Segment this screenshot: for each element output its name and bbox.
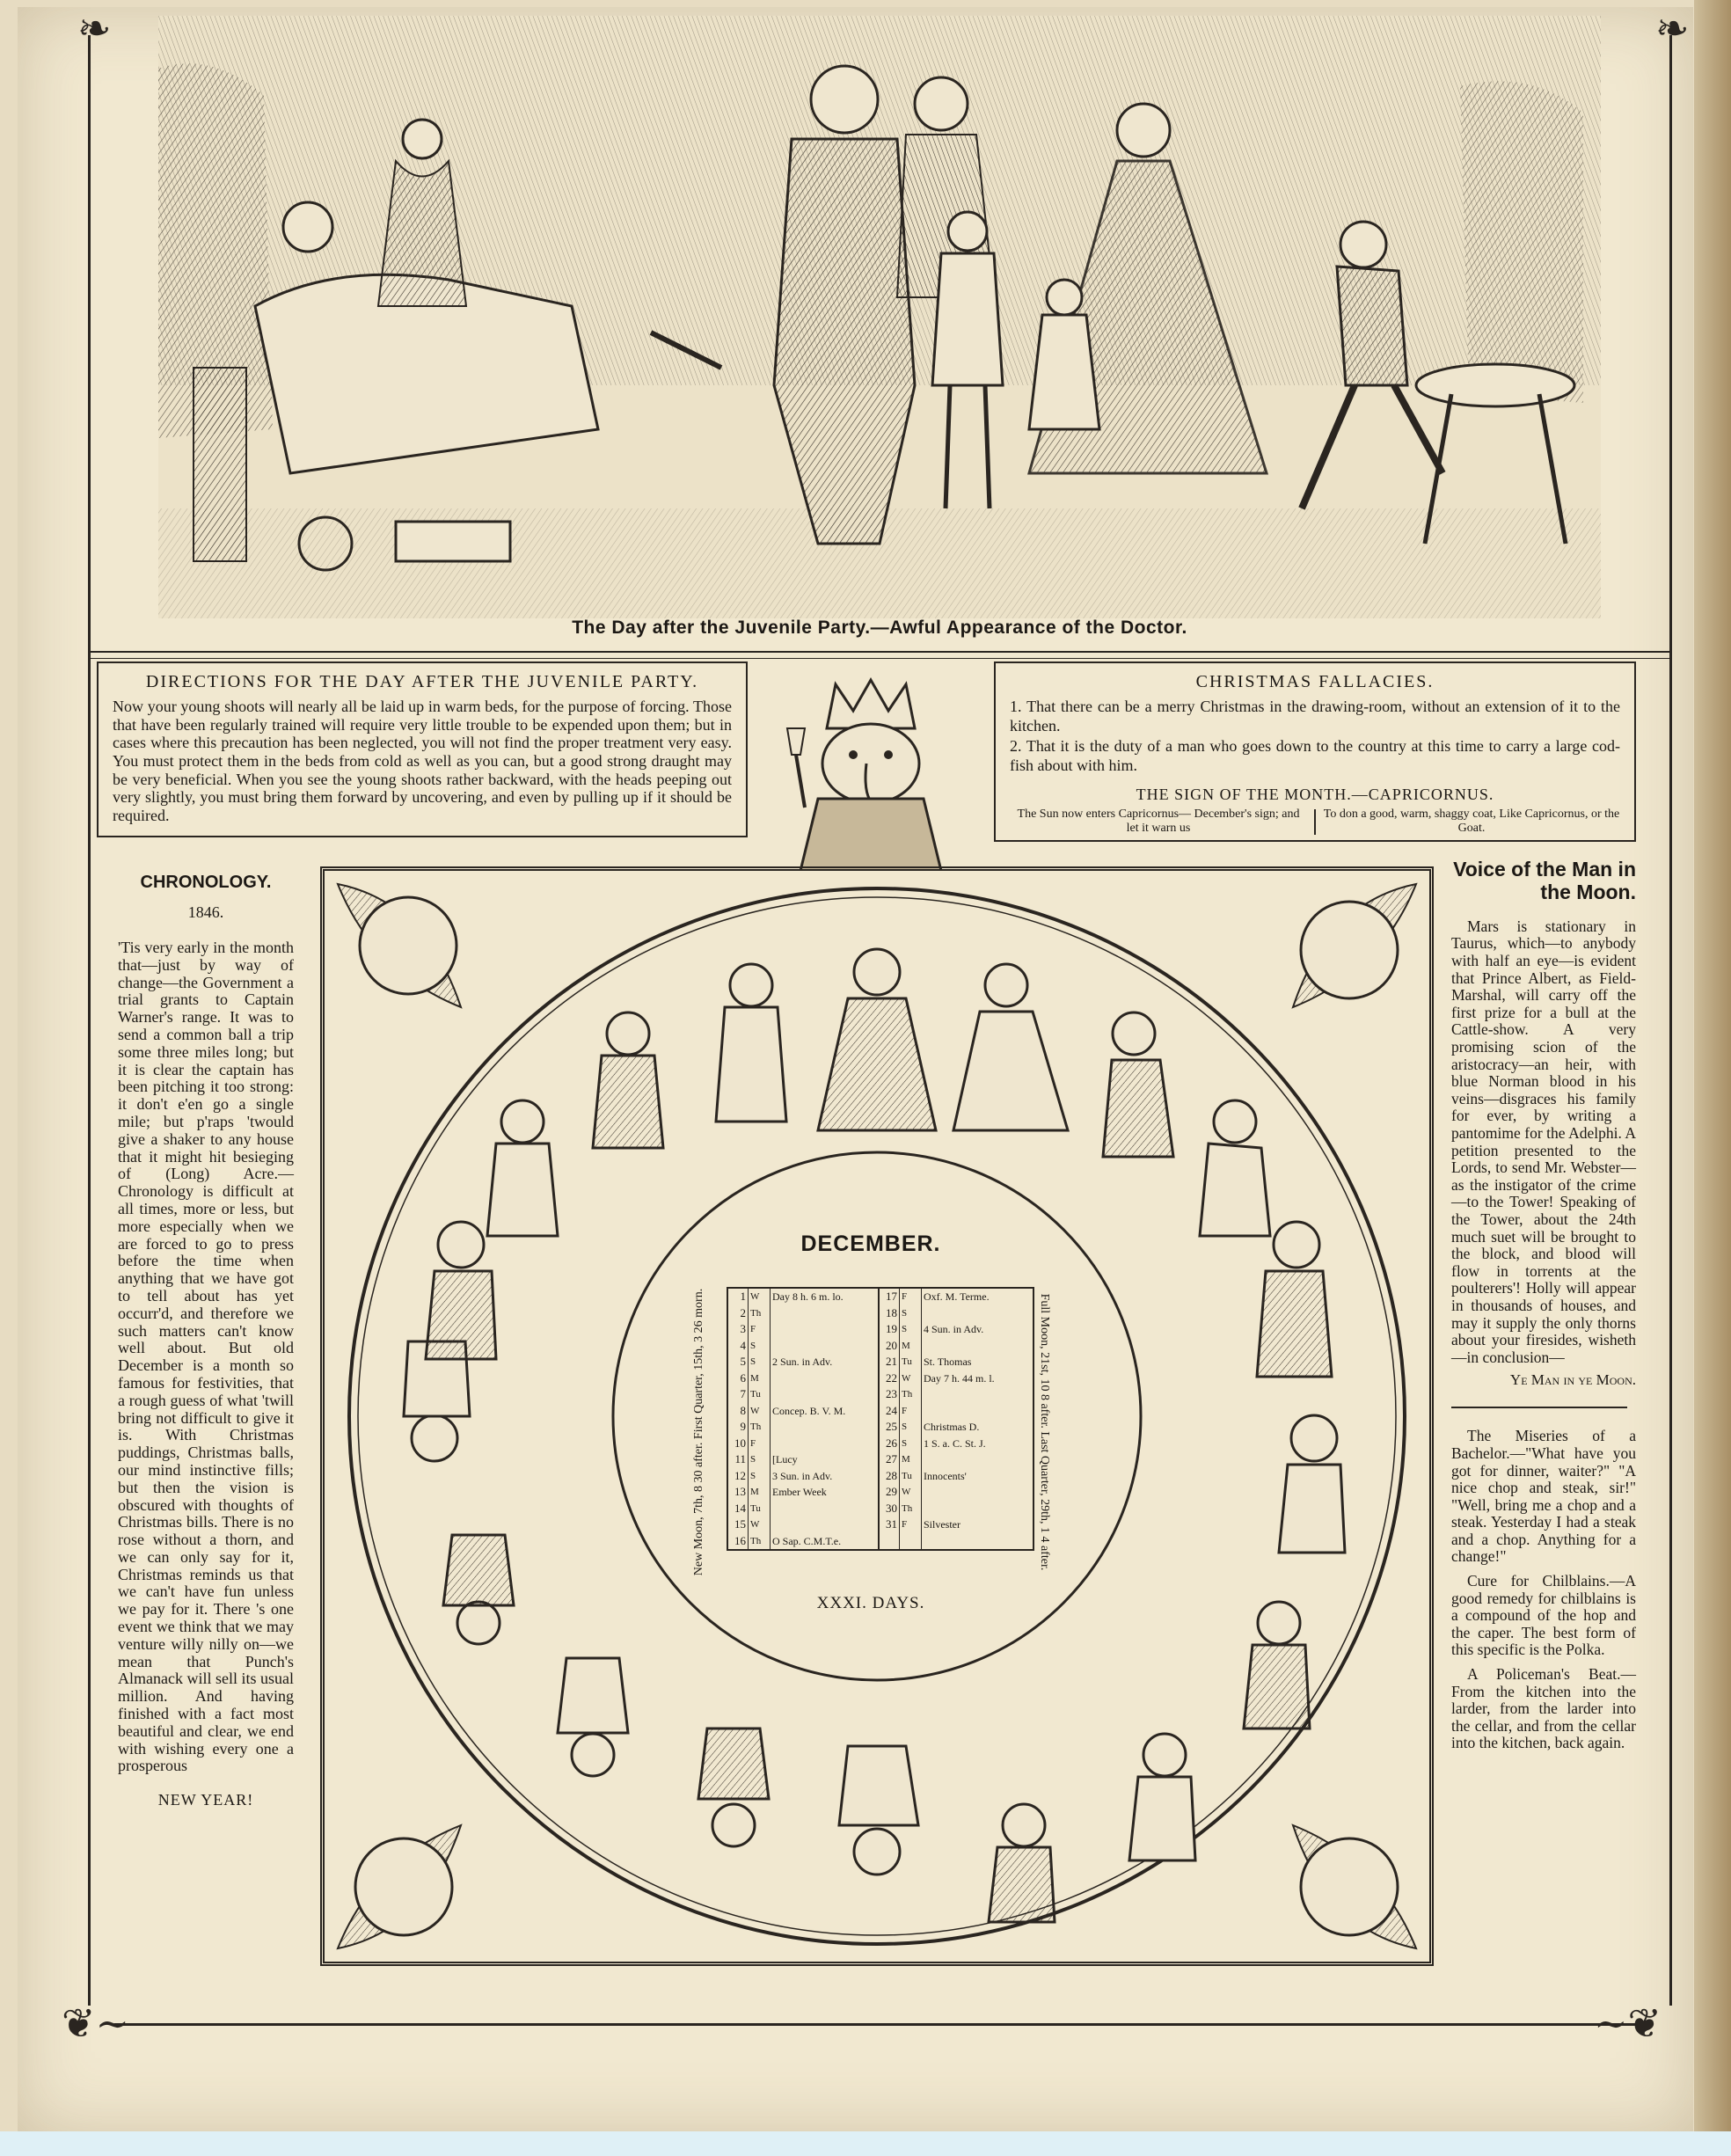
- calendar-weekday: W: [749, 1403, 771, 1420]
- chronology-year: 1846.: [187, 903, 224, 921]
- calendar-day-number: 5: [727, 1354, 749, 1370]
- calendar-weekday: F: [749, 1436, 771, 1452]
- verse-divider: [1314, 809, 1316, 834]
- calendar-weekday: Th: [749, 1533, 771, 1551]
- calendar-weekday: W: [900, 1484, 922, 1501]
- illustration-caption: The Day after the Juvenile Party.—Awful Appearance of the Doctor.: [572, 618, 1187, 638]
- calendar-day-number: 4: [727, 1338, 749, 1355]
- calendar-event: Innocents': [924, 1469, 967, 1482]
- calendar-day-number: 8: [727, 1403, 749, 1420]
- calendar-weekday: M: [749, 1370, 771, 1387]
- fallacy-item: 2. That it is the duty of a man who goes down to the country at this time to carry a large cod-fish about with him.: [1010, 737, 1620, 774]
- calendar-event: Ember Week: [771, 1484, 880, 1501]
- calendar-day-number: 20: [879, 1338, 900, 1355]
- calendar-row: [727, 1517, 1033, 1533]
- calendar-event: [922, 1533, 1034, 1551]
- calendar-weekday: Tu: [900, 1468, 922, 1485]
- calendar-weekday: Tu: [749, 1386, 771, 1403]
- corner-flourish-top-left: ❧: [77, 6, 112, 51]
- scan-edge: [0, 2131, 1731, 2156]
- bachelor-paragraph: The Miseries of a Bachelor.—"What have you got for dinner, waiter?" "A nice chop and steak, sir!" "Well, bring me a chop and a steak. Yesterday I had a steak and a chop. Anything for a change!": [1451, 1427, 1636, 1566]
- calendar-weekday: Th: [900, 1386, 922, 1403]
- calendar-weekday: M: [749, 1484, 771, 1501]
- calendar-weekday: F: [900, 1403, 922, 1420]
- chronology-title: CHRONOLOGY.: [140, 873, 272, 892]
- calendar-event: Christmas D.: [924, 1421, 980, 1433]
- right-column: [1451, 858, 1636, 1752]
- king-engraving: [765, 676, 976, 871]
- sign-of-month-title: THE SIGN OF THE MONTH.—CAPRICORNUS.: [1136, 786, 1494, 804]
- calendar-event: St. Thomas: [924, 1356, 972, 1368]
- calendar-row: [727, 1288, 1033, 1305]
- calendar-event: [771, 1305, 880, 1322]
- calendar-weekday: S: [900, 1436, 922, 1452]
- calendar-day-number: 11: [727, 1451, 749, 1468]
- calendar-table: [727, 1287, 1034, 1551]
- calendar-day-number: 3: [727, 1321, 749, 1338]
- voice-title: Voice of the Man in the Moon.: [1453, 858, 1636, 904]
- calendar-row: [727, 1451, 1033, 1468]
- sign-verse-right: To don a good, warm, shaggy coat, Like Capricornus, or the Goat.: [1323, 808, 1620, 836]
- calendar-row: [727, 1501, 1033, 1517]
- directions-text: Now your young shoots will nearly all be laid up in warm beds, for the purpose of forcing. Those that have been regularly trained will require very little trouble to be expended upon them; but in cases where this precaution has been neglected, you will not find the proper treatment very easy. You must protect them in the beds from cold as well as you can, but a good strong draught may be very beneficial. When you see the young shoots rather backward, with the heads peeping out very slightly, you must bring them forward by uncovering, and even by pulling up if it should be required.: [113, 698, 732, 825]
- calendar-weekday: F: [749, 1321, 771, 1338]
- calendar-row: [727, 1436, 1033, 1452]
- calendar-day-number: 19: [879, 1321, 900, 1338]
- calendar-day-number: 18: [879, 1305, 900, 1322]
- directions-box: [97, 661, 748, 837]
- fallacies-title: CHRISTMAS FALLACIES.: [1195, 672, 1435, 691]
- fallacy-item: 1. That there can be a merry Christmas in the drawing-room, without an extension of it to the kitchen.: [1010, 698, 1620, 735]
- chronology-column: [118, 873, 294, 1809]
- calendar-day-number: 14: [727, 1501, 749, 1517]
- calendar-row: [727, 1370, 1033, 1387]
- voice-text: Mars is stationary in Taurus, which—to anybody with half an eye—is evident that Prince Albert, as Field-Marshal, will carry off the first prize for a bull at the Cattle-show. A very promising scion of the aristocracy—an heir, with blue Norman blood in his veins—disgraces his family for ever, by writing a pantomime for the Adelphi. A petition presented to the Lords, to send Mr. Webster—as the instigator of the crime—to the Tower! Speaking of the Tower, about the 24th much suet will be brought to the block, and blood will flow in torrents at the poulterers'! Holly will appear in thousands of houses, and may it supply the only thorns about your firesides, wisheth—in conclusion—: [1451, 917, 1636, 1366]
- frame-left-rule: [88, 35, 91, 2006]
- calendar-event: Silvester: [924, 1518, 960, 1531]
- calendar-weekday: F: [900, 1288, 922, 1305]
- calendar-event: [Lucy: [771, 1451, 880, 1468]
- december-calendar: [651, 1231, 1091, 1627]
- chronology-ending: NEW YEAR!: [157, 1791, 254, 1809]
- chilblains-paragraph: Cure for Chilblains.—A good remedy for chilblains is a compound of the hop and the caper. The best form of this specific is the Polka.: [1451, 1572, 1636, 1659]
- calendar-event: [922, 1338, 1034, 1355]
- calendar-event: 1 S. a. C. St. J.: [924, 1436, 986, 1450]
- calendar-day-number: 13: [727, 1484, 749, 1501]
- corner-flourish-bottom-right: ∼❦: [1594, 2001, 1662, 2046]
- calendar-weekday: Tu: [749, 1501, 771, 1517]
- calendar-event: [771, 1370, 880, 1387]
- calendar-event: Concep. B. V. M.: [771, 1403, 880, 1420]
- calendar-weekday: W: [749, 1517, 771, 1533]
- frame-bottom-rule: [114, 2023, 1645, 2026]
- calendar-event: [771, 1321, 880, 1338]
- calendar-weekday: M: [900, 1451, 922, 1468]
- calendar-weekday: F: [900, 1517, 922, 1533]
- calendar-row: [727, 1386, 1033, 1403]
- calendar-row: [727, 1468, 1033, 1485]
- calendar-weekday: S: [900, 1419, 922, 1436]
- calendar-days-count: XXXI. DAYS.: [816, 1594, 925, 1612]
- chronology-text: 'Tis very early in the month that—just by way of change—the Government a trial grants to Captain Warner's range. It was to send a common ball a trip some three miles long; but it is clear the captain has been pitching it too strong: it don't e'en go a single mile; but p'raps 'twould give a shaker to any house that it might hit besieging of (Long) Acre.—Chronology is difficult at all times, more or less, but more especially when we are forced to go to press before the time when anything that we have got to tell about has yet occurr'd, and therefore we such matters can't know well about. But old December is a month so famous for festivities, that a rough guess of what 'twill bring not difficult to give it is. With Christmas puddings, Christmas balls, our mind instinctive fills; but then the vision is obscured with thoughts of Christmas bills. There is no rose without a thorn, and we can only say for it, Christmas reminds us that we can't have fun unless we pay for it. There 's one event we think that we may venture willy nilly on—we mean that Punch's Almanack will sell its usual million. And having finished with a fact most beautiful and clear, we end with wishing every one a prosperous: [118, 939, 294, 1775]
- calendar-title: DECEMBER.: [800, 1231, 941, 1256]
- policeman-paragraph: A Policeman's Beat.—From the kitchen into the larder, from the larder into the cellar, and from the cellar into the kitchen, back again.: [1451, 1665, 1636, 1752]
- moon-phases-right: Full Moon, 21st, 10 8 after. Last Quarter, 29th, 1 4 after.: [1038, 1293, 1051, 1571]
- corner-flourish-bottom-left: ❦∼: [62, 2001, 130, 2046]
- calendar-day-number: 26: [879, 1436, 900, 1452]
- calendar-event: [771, 1386, 880, 1403]
- calendar-day-number: 12: [727, 1468, 749, 1485]
- directions-title: DIRECTIONS FOR THE DAY AFTER THE JUVENILE PARTY.: [145, 672, 699, 691]
- calendar-day-number: 24: [879, 1403, 900, 1420]
- calendar-event: [771, 1501, 880, 1517]
- calendar-event: Oxf. M. Terme.: [924, 1290, 990, 1303]
- calendar-day-number: 30: [879, 1501, 900, 1517]
- calendar-event: [771, 1338, 880, 1355]
- calendar-event: [771, 1419, 880, 1436]
- calendar-row: [727, 1533, 1033, 1551]
- calendar-weekday: S: [749, 1338, 771, 1355]
- calendar-row: [727, 1321, 1033, 1338]
- calendar-weekday: Th: [749, 1305, 771, 1322]
- book-gutter: [1694, 0, 1731, 2156]
- calendar-event: [922, 1386, 1034, 1403]
- calendar-event: 4 Sun. in Adv.: [924, 1323, 984, 1335]
- calendar-day-number: 16: [727, 1533, 749, 1551]
- calendar-weekday: Th: [749, 1419, 771, 1436]
- calendar-day-number: 17: [879, 1288, 900, 1305]
- calendar-day-number: 15: [727, 1517, 749, 1533]
- calendar-weekday: Th: [900, 1501, 922, 1517]
- calendar-day-number: 25: [879, 1419, 900, 1436]
- calendar-day-number: 28: [879, 1468, 900, 1485]
- calendar-weekday: Tu: [900, 1354, 922, 1370]
- calendar-event: [922, 1305, 1034, 1322]
- calendar-event: [922, 1451, 1034, 1468]
- calendar-day-number: 7: [727, 1386, 749, 1403]
- calendar-day-number: 29: [879, 1484, 900, 1501]
- column-divider: [1451, 1407, 1627, 1408]
- calendar-event: [771, 1517, 880, 1533]
- calendar-event: 3 Sun. in Adv.: [771, 1468, 880, 1485]
- crowned-figure-illustration: [765, 676, 976, 871]
- corner-flourish-top-right: ❧: [1655, 6, 1690, 51]
- calendar-day-number: 22: [879, 1370, 900, 1387]
- fallacies-box: [994, 661, 1636, 842]
- frame-right-rule: [1669, 35, 1672, 2006]
- calendar-weekday: W: [749, 1288, 771, 1305]
- calendar-day-number: 27: [879, 1451, 900, 1468]
- calendar-row: [727, 1338, 1033, 1355]
- calendar-event: [922, 1403, 1034, 1420]
- calendar-day-number: 31: [879, 1517, 900, 1533]
- calendar-weekday: S: [900, 1305, 922, 1322]
- sign-of-month-verse: [1010, 808, 1620, 836]
- moon-phases-left: New Moon, 7th, 8 30 after. First Quarter, 15th, 3 26 morn.: [692, 1288, 705, 1576]
- calendar-event: 2 Sun. in Adv.: [771, 1354, 880, 1370]
- calendar-row: [727, 1354, 1033, 1370]
- calendar-weekday: S: [749, 1468, 771, 1485]
- sign-verse-left: The Sun now enters Capricornus— December's sign; and let it warn us: [1017, 808, 1300, 836]
- calendar-day-number: 2: [727, 1305, 749, 1322]
- voice-signature: Ye Man in ye Moon.: [1509, 1371, 1636, 1389]
- calendar-event: O Sap. C.M.T.e.: [771, 1533, 880, 1551]
- calendar-day-number: 23: [879, 1386, 900, 1403]
- calendar-day-number: 6: [727, 1370, 749, 1387]
- engraving-scene: [158, 16, 1601, 618]
- caption-rule-2: [88, 658, 1671, 659]
- calendar-weekday: S: [749, 1451, 771, 1468]
- calendar-weekday: S: [900, 1321, 922, 1338]
- calendar-event: Day 8 h. 6 m. lo.: [771, 1288, 880, 1305]
- calendar-row: [727, 1305, 1033, 1322]
- calendar-row: [727, 1403, 1033, 1420]
- calendar-day-number: [879, 1533, 900, 1551]
- calendar-weekday: M: [900, 1338, 922, 1355]
- calendar-day-number: 9: [727, 1419, 749, 1436]
- calendar-weekday: [900, 1533, 922, 1551]
- calendar-day-number: 1: [727, 1288, 749, 1305]
- calendar-event: [922, 1501, 1034, 1517]
- calendar-event: Day 7 h. 44 m. l.: [924, 1371, 995, 1385]
- calendar-row: [727, 1484, 1033, 1501]
- calendar-event: [771, 1436, 880, 1452]
- calendar-weekday: S: [749, 1354, 771, 1370]
- party-illustration: [158, 16, 1601, 618]
- calendar-day-number: 10: [727, 1436, 749, 1452]
- calendar-event: [922, 1484, 1034, 1501]
- calendar-weekday: W: [900, 1370, 922, 1387]
- calendar-row: [727, 1419, 1033, 1436]
- calendar-day-number: 21: [879, 1354, 900, 1370]
- caption-rule: [88, 651, 1671, 653]
